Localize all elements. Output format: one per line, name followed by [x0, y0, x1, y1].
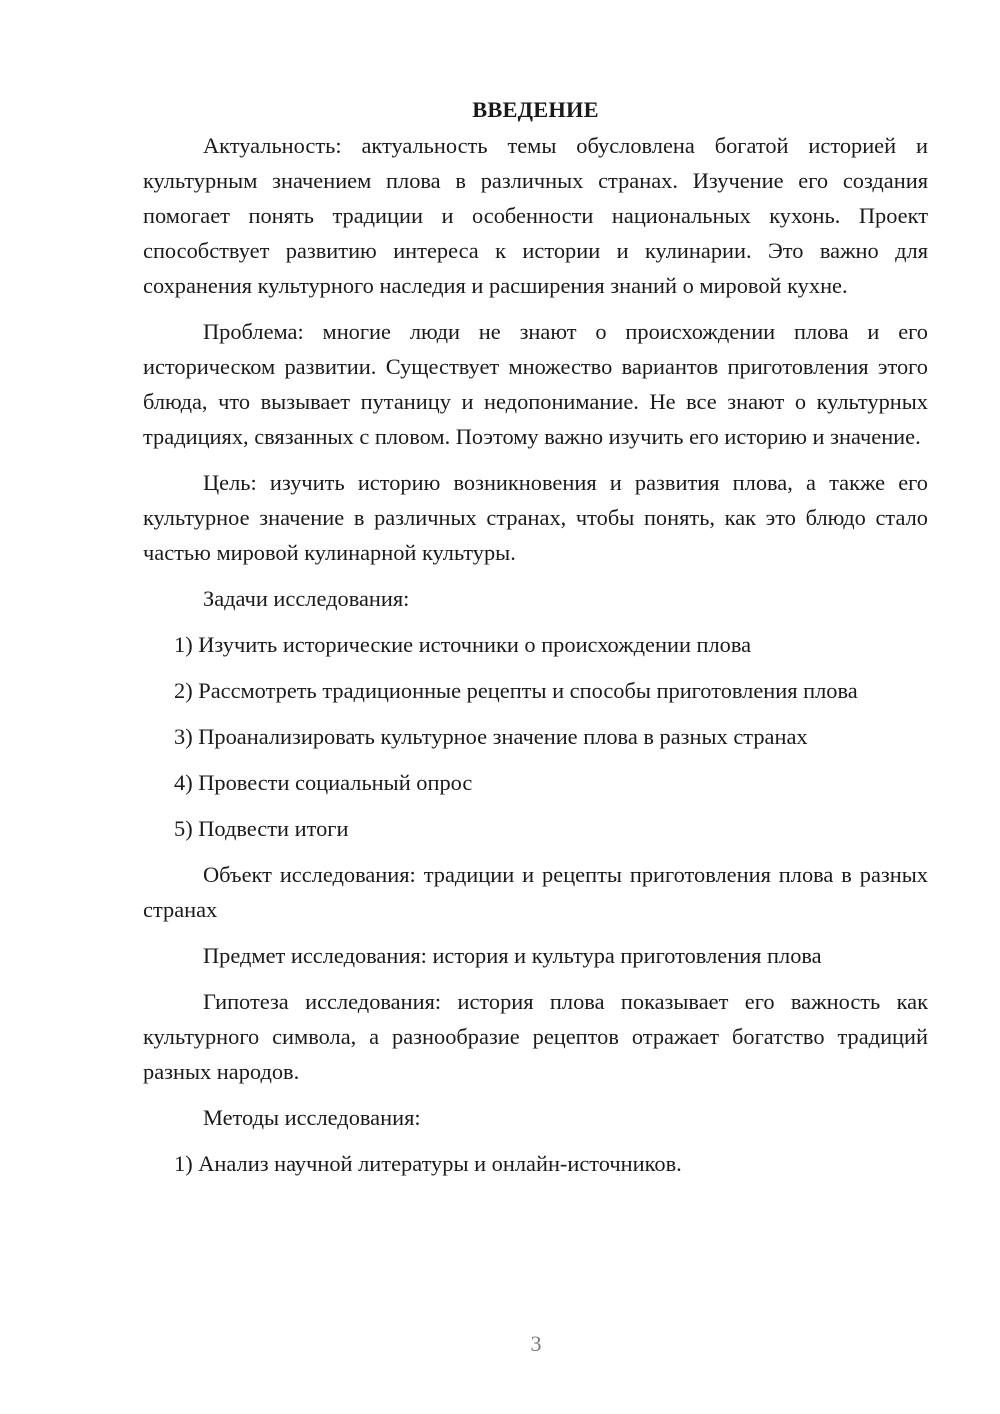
task-item: 5) Подвести итоги	[174, 816, 349, 841]
task-item: 2) Рассмотреть традиционные рецепты и способы приготовления плова	[174, 678, 858, 703]
task-item: 3) Проанализировать культурное значение плова в разных странах	[174, 724, 808, 749]
document-page	[143, 92, 928, 1192]
method-item: 1) Анализ научной литературы и онлайн-источников.	[174, 1151, 682, 1176]
subject-paragraph: Предмет исследования: история и культура приготовления плова	[203, 943, 822, 968]
hypothesis-paragraph: Гипотеза исследования: история плова показывает его важность как культурного символа, а разнообразие рецептов отражает богатство традиций разных народов.	[143, 989, 928, 1084]
goal-paragraph: Цель: изучить историю возникновения и развития плова, а также его культурное значение в различных странах, чтобы понять, как это блюдо стало частью мировой кулинарной культуры.	[143, 470, 928, 565]
section-title: ВВЕДЕНИЕ	[472, 97, 599, 122]
problem-paragraph: Проблема: многие люди не знают о происхождении плова и его историческом развитии. Существует множество вариантов приготовления этого блюда, что вызывает путаницу и недопонимание. Не все знают о культурных традициях, связанных с пловом. Поэтому важно изучить его историю и значение.	[143, 319, 928, 449]
task-item: 4) Провести социальный опрос	[174, 770, 473, 795]
object-paragraph: Объект исследования: традиции и рецепты приготовления плова в разных странах	[143, 862, 928, 922]
tasks-heading: Задачи исследования:	[203, 586, 410, 611]
relevance-paragraph: Актуальность: актуальность темы обусловлена богатой историей и культурным значением плова в различных странах. Изучение его создания помогает понять традиции и особенности национальных кухонь. Проект способствует развитию интереса к истории и кулинарии. Это важно для сохранения культурного наследия и расширения знаний о мировой кухне.	[143, 133, 928, 298]
methods-heading: Методы исследования:	[203, 1105, 421, 1130]
task-item: 1) Изучить исторические источники о происхождении плова	[174, 632, 752, 657]
page-number: 3	[530, 1331, 542, 1356]
